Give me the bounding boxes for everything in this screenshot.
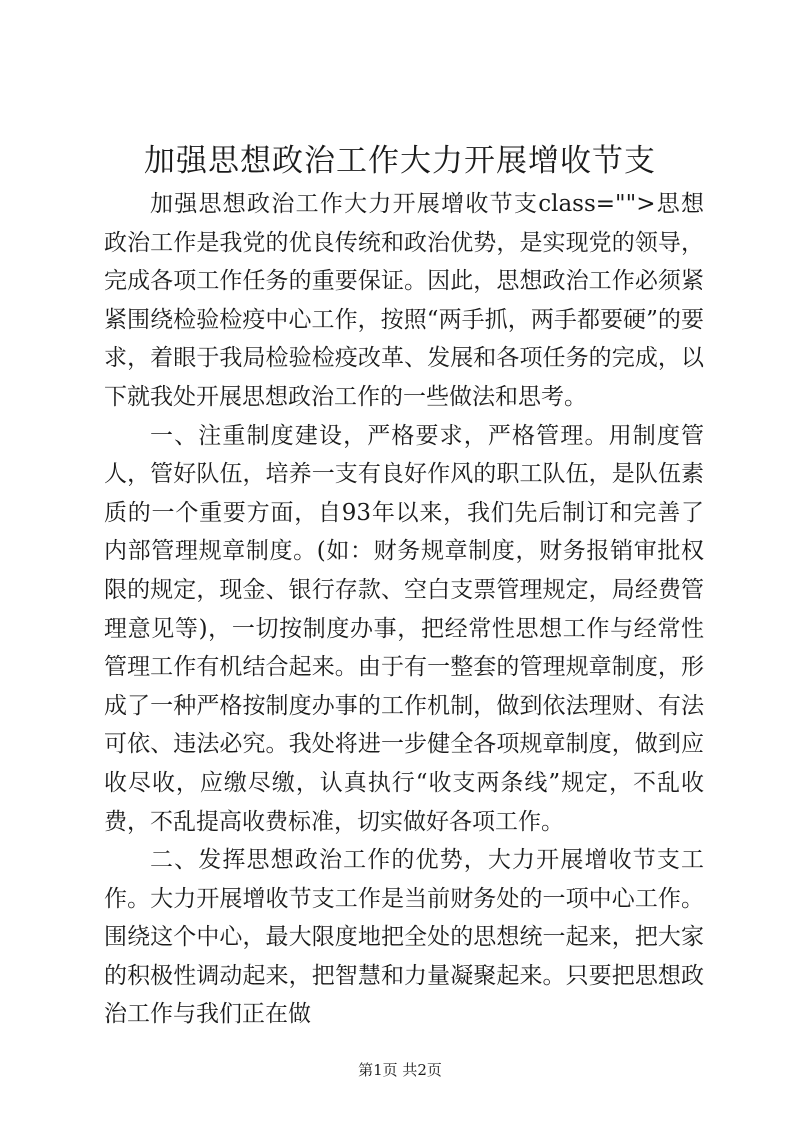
paragraph-intro: 加强思想政治工作大力开展增收节支class="">思想政治工作是我党的优良传统和政治优势，是实现党的领导，完成各项工作任务的重要保证。因此，思想政治工作必须紧紧围绕检验检疫中心工作，按照“两手抓，两手都要硬”的要求，着眼于我局检验检疫改革、发展和各项任务的完成，以下就我处开展思想政治工作的一些做法和思考。	[104, 191, 704, 410]
page-footer: 第1页 共2页	[358, 1061, 442, 1079]
document-title: 加强思想政治工作大力开展增收节支	[144, 143, 656, 179]
document-body	[104, 185, 704, 1034]
paragraph-section-two: 二、发挥思想政治工作的优势，大力开展增收节支工作。大力开展增收节支工作是当前财务处的一项中心工作。围绕这个中心，最大限度地把全处的思想统一起来，把大家的积极性调动起来，把智慧和力量凝聚起来。只要把思想政治工作与我们正在做	[104, 847, 704, 1028]
paragraph-section-one: 一、注重制度建设，严格要求，严格管理。用制度管人，管好队伍，培养一支有良好作风的职工队伍，是队伍素质的一个重要方面，自93年以来，我们先后制订和完善了内部管理规章制度。(如：财务规章制度，财务报销审批权限的规定，现金、银行存款、空白支票管理规定，局经费管理意见等)，一切按制度办事，把经常性思想工作与经常性管理工作有机结合起来。由于有一整套的管理规章制度，形成了一种严格按制度办事的工作机制，做到依法理财、有法可依、违法必究。我处将进一步健全各项规章制度，做到应收尽收，应缴尽缴，认真执行“收支两条线”规定，不乱收费，不乱提高收费标准，切实做好各项工作。	[104, 422, 704, 835]
